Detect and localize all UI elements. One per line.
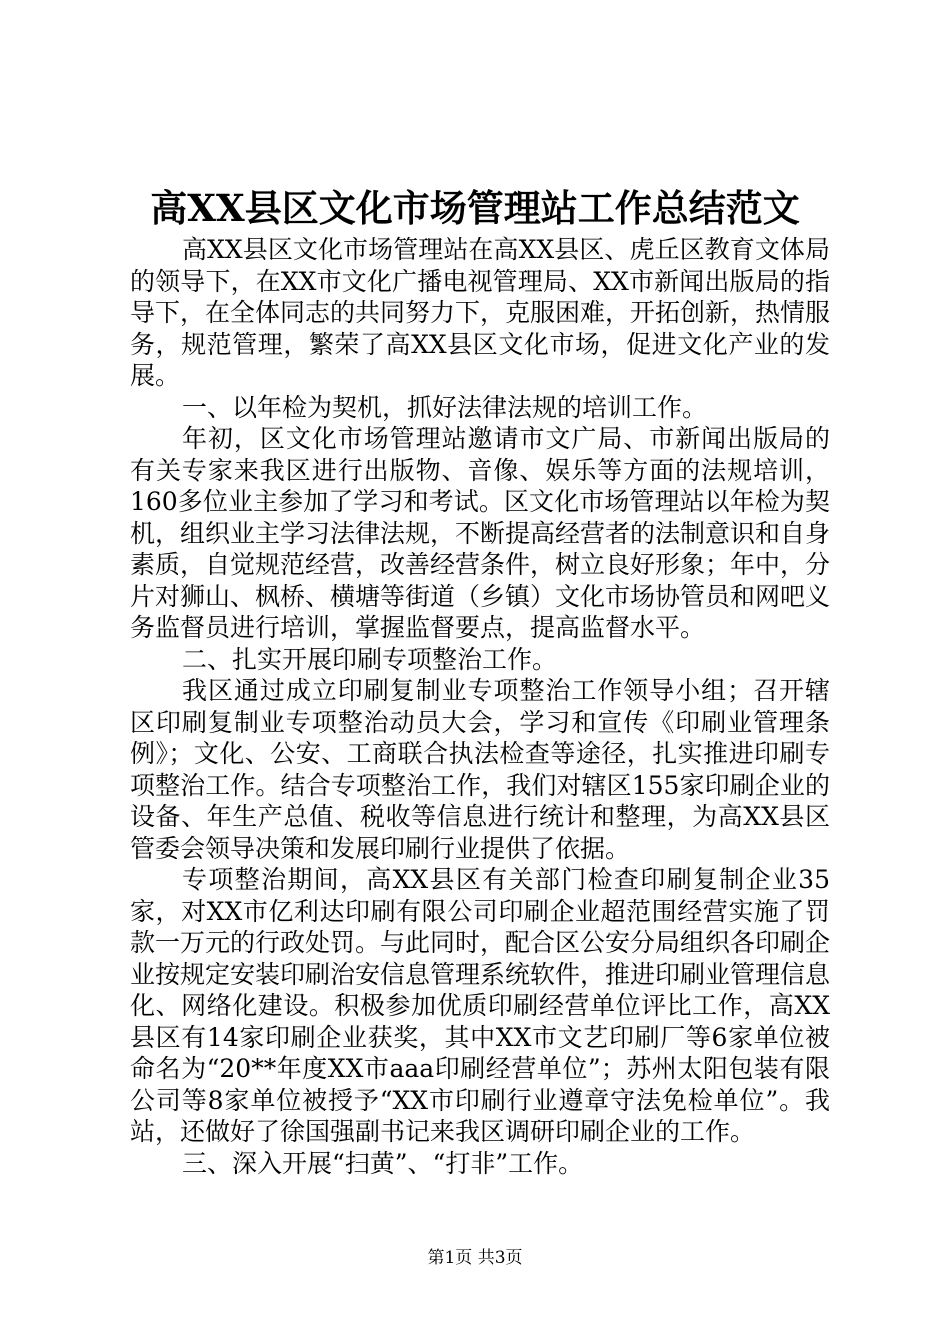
paragraph-printing-rectification: 我区通过成立印刷复制业专项整治工作领导小组；召开辖区印刷复制业专项整治动员大会，学习和宣传《印刷业管理条例》；文化、公安、工商联合执法检查等途径，扎实推进印刷专项整治工作。结合专项整治工作，我们对辖区155家印刷企业的设备、年生产总值、税收等信息进行统计和整理，为高XX县区管委会领导决策和发展印刷行业提供了依据。 <box>130 676 830 863</box>
paragraph-intro: 高XX县区文化市场管理站在高XX县区、虎丘区教育文体局的领导下，在XX市文化广播电视管理局、XX市新闻出版局的指导下，在全体同志的共同努力下，克服困难，开拓创新，热情服务，规范管理，繁荣了高XX县区文化市场，促进文化产业的发展。 <box>130 235 831 390</box>
section-heading-1: 一、以年检为契机，抓好法律法规的培训工作。 <box>182 392 708 422</box>
page-footer: 第1页 共3页 <box>427 1248 523 1268</box>
section-heading-2: 二、扎实开展印刷专项整治工作。 <box>182 644 558 674</box>
paragraph-training: 年初，区文化市场管理站邀请市文广局、市新闻出版局的有关专家来我区进行出版物、音像、娱乐等方面的法规培训，160多位业主参加了学习和考试。区文化市场管理站以年检为契机，组织业主学习法律法规，不断提高经营者的法制意识和自身素质，自觉规范经营，改善经营条件，树立良好形象；年中，分片对狮山、枫桥、横塘等街道（乡镇）文化市场协管员和网吧义务监督员进行培训，掌握监督要点，提高监督水平。 <box>130 424 831 642</box>
paragraph-rectification-period: 专项整治期间，高XX县区有关部门检查印刷复制企业35家，对XX市亿利达印刷有限公司印刷企业超范围经营实施了罚款一万元的行政处罚。与此同时，配合区公安分局组织各印刷企业按规定安装印刷治安信息管理系统软件，推进印刷业管理信息化、网络化建设。积极参加优质印刷经营单位评比工作，高XX县区有14家印刷企业获奖，其中XX市文艺印刷厂等6家单位被命名为“20**年度XX市aaa印刷经营单位”；苏州太阳包装有限公司等8家单位被授予“XX市印刷行业遵章守法免检单位”。我站，还做好了徐国强副书记来我区调研印刷企业的工作。 <box>130 865 831 1146</box>
document-body <box>130 234 830 1179</box>
document-title: 高XX县区文化市场管理站工作总结范文 <box>150 186 800 230</box>
section-heading-3: 三、深入开展“扫黄”、“打非”工作。 <box>182 1148 584 1178</box>
